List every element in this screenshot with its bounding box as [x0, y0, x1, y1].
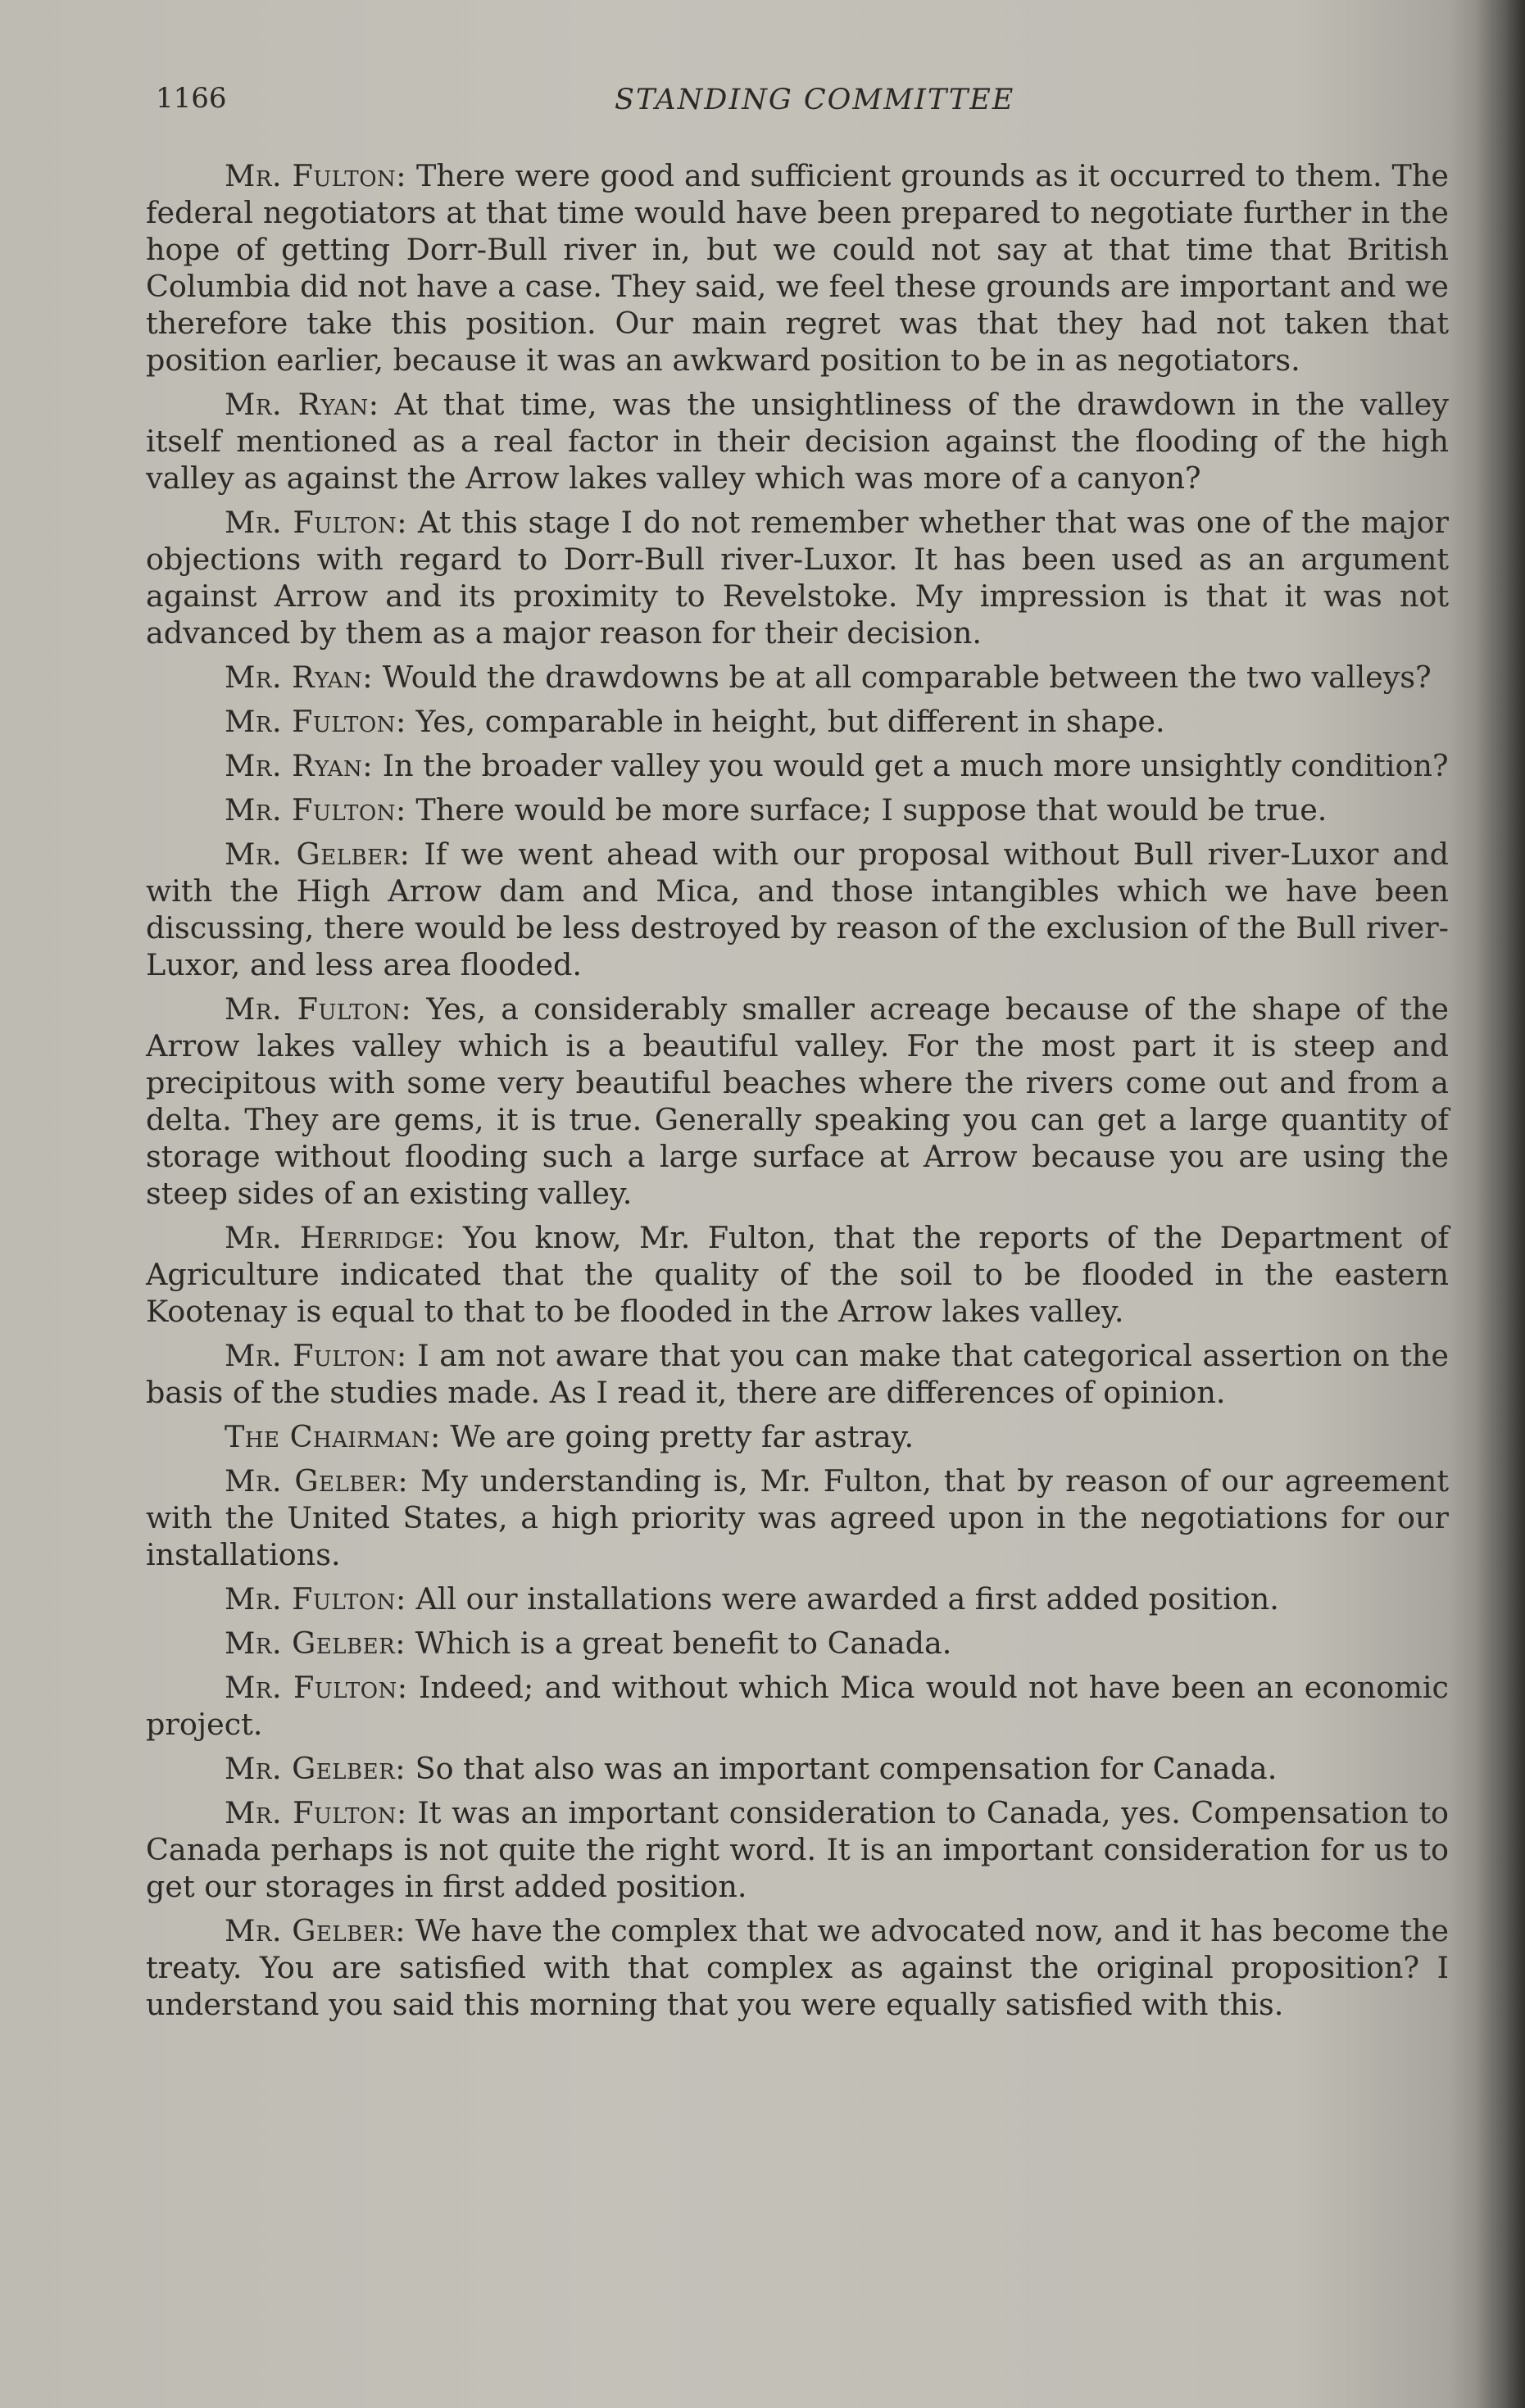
speech-text: So that also was an important compensation for Canada. [406, 1751, 1278, 1786]
transcript-paragraph [146, 1669, 1449, 1743]
transcript-paragraph [146, 1750, 1449, 1787]
transcript-paragraph [146, 1580, 1449, 1617]
transcript-paragraph [146, 386, 1449, 497]
speaker-name: Mr. Herridge: [225, 1220, 446, 1255]
speech-text: We have the complex that we advocated now, and it has become the treaty. You are satisfied with that complex as against the original proposition? I understand you said this morning that you were equally satisfied with this. [146, 1913, 1449, 2022]
speaker-name: The Chairman: [225, 1419, 441, 1454]
speaker-name: Mr. Fulton: [225, 1670, 408, 1705]
speech-text: We are going pretty far astray. [440, 1419, 915, 1454]
speech-text: Which is a great benefit to Canada. [406, 1626, 952, 1661]
speaker-name: Mr. Ryan: [225, 660, 374, 695]
transcript-paragraph [146, 836, 1449, 983]
transcript-paragraph [146, 1625, 1449, 1662]
transcript-paragraph [146, 1912, 1449, 2023]
speech-text: Yes, a considerably smaller acreage because of the shape of the Arrow lakes valley which is a beautiful valley. For the most part it is steep and precipitous with some very beautiful beaches where the rivers come out and from a delta. They are gems, it is true. Generally speaking you can get a large quantity of storage without flooding such a large surface at Arrow because you are using the steep sides of an existing valley. [146, 991, 1449, 1211]
transcript-paragraph [146, 659, 1449, 696]
speaker-name: Mr. Fulton: [225, 1581, 406, 1617]
speaker-name: Mr. Fulton: [225, 792, 406, 828]
speech-text: Would the drawdowns be at all comparable between the two valleys? [373, 660, 1432, 695]
speaker-name: Mr. Gelber: [225, 837, 411, 872]
speaker-name: Mr. Fulton: [225, 1795, 407, 1830]
transcript-paragraph [146, 1418, 1449, 1455]
transcript-paragraph [146, 791, 1449, 828]
speech-text: At that time, was the unsightliness of the drawdown in the valley itself mentioned as a real factor in their decision against the flooding of the high valley as against the Arrow lakes valley which was more of a canyon? [146, 387, 1449, 496]
transcript-paragraph [146, 703, 1449, 740]
speaker-name: Mr. Ryan: [225, 387, 379, 422]
speaker-name: Mr. Fulton: [225, 158, 407, 193]
speech-text: Indeed; and without which Mica would not have been an economic project. [146, 1670, 1449, 1742]
speaker-name: Mr. Gelber: [225, 1463, 409, 1499]
speech-text: If we went ahead with our proposal without Bull river-Luxor and with the High Arrow dam and Mica, and those intangibles which we have been discussing, there would be less destroyed by reason of the exclusion of the Bull river-Luxor, and less area flooded. [146, 837, 1449, 982]
speech-text: At this stage I do not remember whether that was one of the major objections with regard to Dorr-Bull river-Luxor. It has been used as an argument against Arrow and its proximity to Revelstoke. My impression is that it was not advanced by them as a major reason for their decision. [146, 505, 1449, 651]
page-number: 1166 [156, 82, 227, 115]
speech-text: Yes, comparable in height, but different in shape. [406, 704, 1165, 739]
binding-shadow [1476, 0, 1525, 2408]
transcript-paragraph [146, 1337, 1449, 1411]
speaker-name: Mr. Fulton: [225, 1338, 407, 1373]
page-header [156, 82, 1450, 131]
transcript-paragraph [146, 991, 1449, 1212]
transcript-paragraph [146, 504, 1449, 651]
speech-text: It was an important consideration to Canada, yes. Compensation to Canada perhaps is not quite the right word. It is an important consideration for us to get our storages in first added position. [146, 1795, 1449, 1904]
transcript-paragraph [146, 157, 1449, 379]
speaker-name: Mr. Gelber: [225, 1751, 406, 1786]
speech-text: My understanding is, Mr. Fulton, that by reason of our agreement with the United States, a high priority was agreed upon in the negotiations for our installations. [146, 1463, 1449, 1572]
speaker-name: Mr. Gelber: [225, 1626, 406, 1661]
transcript-paragraph [146, 747, 1449, 784]
speech-text: You know, Mr. Fulton, that the reports of the Department of Agriculture indicated that the quality of the soil to be flooded in the eastern Kootenay is equal to that to be flooded in the Arrow lakes valley. [146, 1220, 1450, 1329]
speech-text: There would be more surface; I suppose that would be true. [406, 792, 1328, 828]
speaker-name: Mr. Fulton: [225, 505, 408, 540]
transcript-paragraph [146, 1462, 1449, 1573]
running-title: STANDING COMMITTEE [615, 84, 1015, 116]
speaker-name: Mr. Fulton: [225, 704, 406, 739]
speech-text: There were good and sufficient grounds as it occurred to them. The federal negotiators at that time would have been prepared to negotiate further in the hope of getting Dorr-Bull river in, but we could not say at that time that British Columbia did not have a case. They said, we feel these grounds are important and we therefore take this position. Our main regret was that they had not taken that position earlier, because it was an awkward position to be in as negotiators. [146, 158, 1449, 378]
speaker-name: Mr. Gelber: [225, 1913, 406, 1948]
speaker-name: Mr. Fulton: [225, 991, 412, 1027]
speech-text: I am not aware that you can make that categorical assertion on the basis of the studies made. As I read it, there are differences of opinion. [146, 1338, 1449, 1410]
transcript-paragraph [146, 1219, 1449, 1330]
transcript-body [146, 157, 1449, 2030]
speaker-name: Mr. Ryan: [225, 748, 374, 783]
transcript-paragraph [146, 1794, 1449, 1905]
speech-text: In the broader valley you would get a much more unsightly condition? [373, 748, 1449, 783]
speech-text: All our installations were awarded a first added position. [406, 1581, 1279, 1617]
